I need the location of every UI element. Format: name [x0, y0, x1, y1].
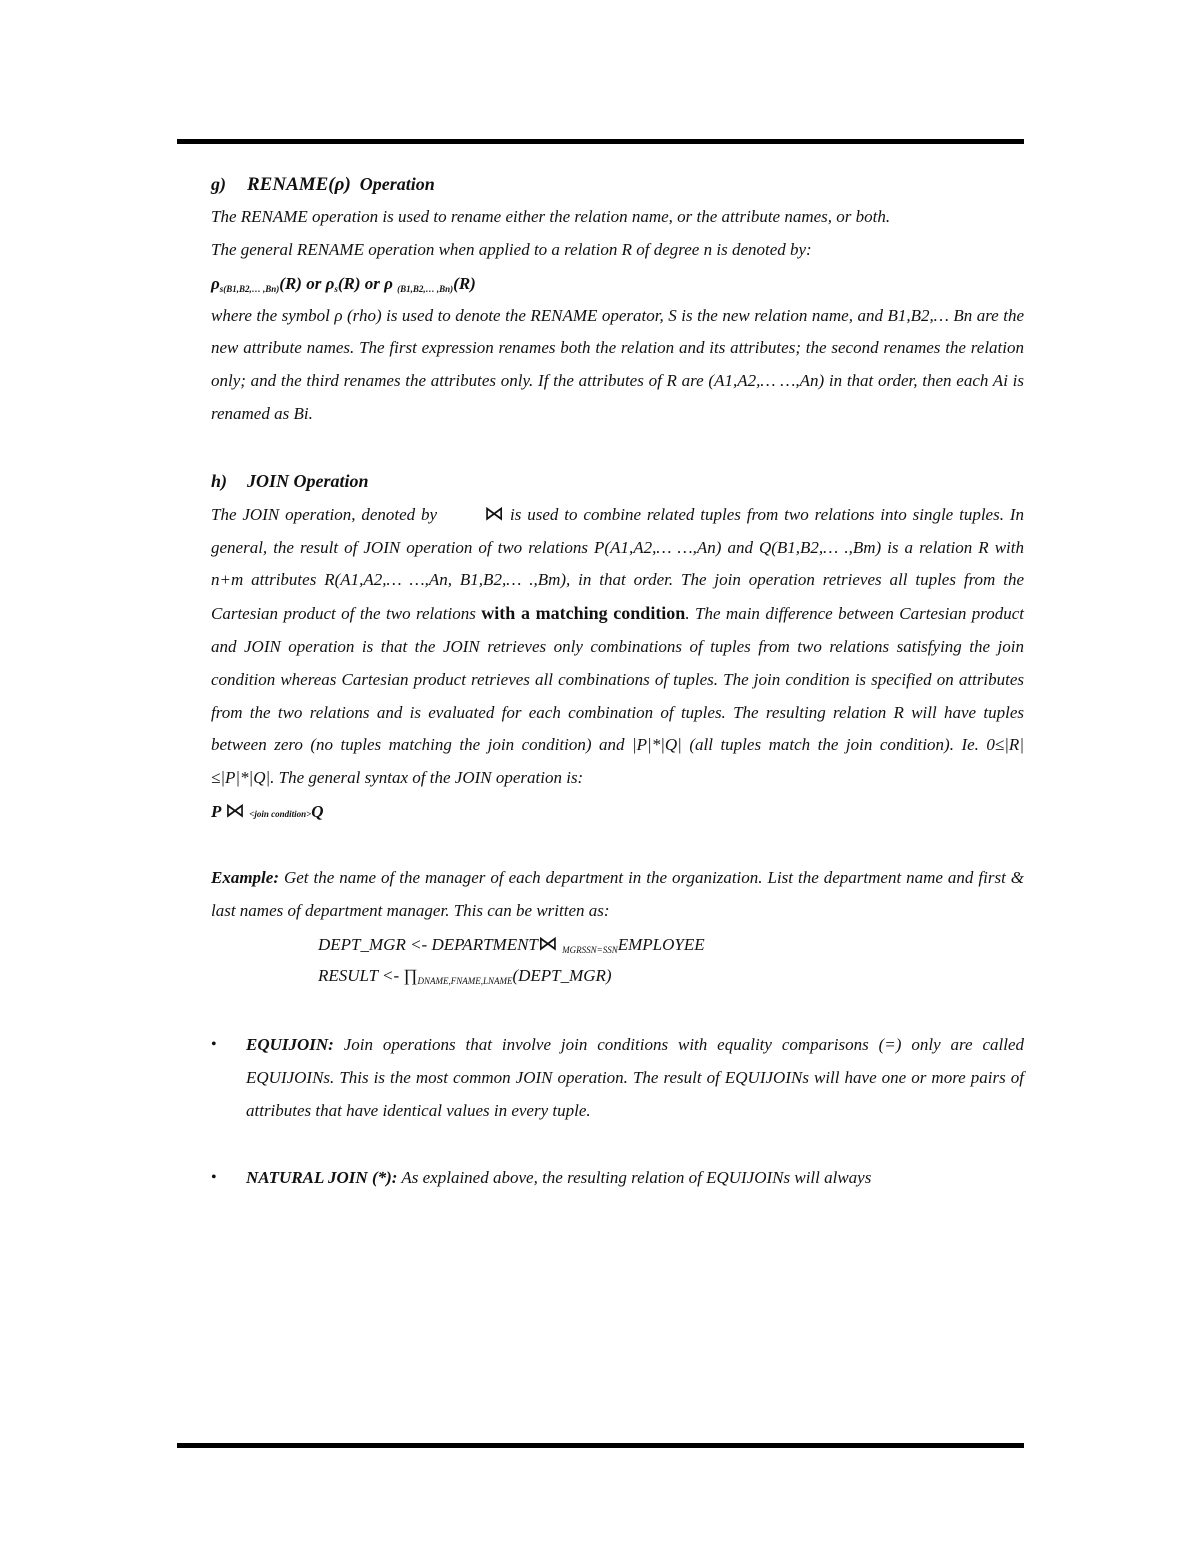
list-item-natural-join: • NATURAL JOIN (*): As explained above, the resulting relation of EQUIJOINs will always — [211, 1162, 1024, 1195]
join-title: JOIN Operation — [247, 470, 369, 491]
example-paragraph: Example: Get the name of the manager of each department in the organization. List the department name and first & last names of department manager. This can be written as: — [211, 867, 1025, 920]
list-item-equijoin: • EQUIJOIN: Join operations that involve join conditions with equality comparisons (=) only are called EQUIJOINs. This is the most common JOIN operation. The result of EQUIJOINs will have one or more pairs of attributes that have identical values in every tuple. — [211, 1029, 1024, 1127]
rename-explanation: where the symbol ρ (rho) is used to denote the RENAME operator, S is the new relation name, and B1,B2,… Bn are the new attribute names. The first expression renames both the relation and its attributes; the second renames the relation only; and the third renames the attributes only. If the attributes of R are (A1,A2,… …,An) in that order, then each Ai is renamed as Bi. — [211, 305, 1024, 423]
bottom-horizontal-rule — [177, 1443, 1024, 1448]
natural-join-term: NATURAL JOIN (*): — [246, 1167, 398, 1187]
rename-paragraph-line2: The general RENAME operation when applied to a relation R of degree n is denoted by: — [211, 239, 812, 259]
rename-heading — [211, 168, 1024, 201]
join-heading — [211, 465, 1024, 498]
equijoin-term: EQUIJOIN: — [246, 1035, 334, 1055]
bullet-icon: • — [211, 1036, 217, 1054]
join-section-label: h) — [211, 470, 228, 491]
example-expression-2: RESULT <- $\prod_{DNAME,FNAME,LNAME}(DEPT\_MGR)$ — [318, 966, 612, 987]
example-expression-1: DEPT_MGR <- DEPARTMENT⋈ $_{MGRSSN=SSN}$EMPLOYEE — [318, 932, 705, 955]
projection-pi-icon: ∏ — [403, 966, 418, 986]
rename-title-suffix: Operation — [359, 174, 435, 194]
bowtie-join-icon: ⋈ — [225, 799, 246, 822]
rename-title: RENAME(ρ) — [247, 174, 351, 195]
bowtie-join-icon: ⋈ — [537, 932, 558, 955]
matching-condition-emphasis: with a matching condition — [481, 603, 686, 624]
join-syntax: P ⋈ <join condition>Q — [211, 799, 324, 822]
join-explanation: The JOIN operation, denoted by ⋈ is used to combine related tuples from two relations into single tuples. In general, the result of JOIN operation of two relations P(A1,A2,… …,An) and Q(B1,B2,… .,Bm) is a relation R with n+m attributes R(A1,A2,… …,An, B1,B2,… .,Bm), in that order. The join operation retrieves all tuples from the Cartesian product of the two relations with a matching condition. The main difference between Cartesian product and JOIN operation is that the JOIN retrieves only combinations of tuples from two relations satisfying the join condition whereas Cartesian product retrieves all combinations of tuples. The join condition is specified on attributes from the two relations and is evaluated for each combination of tuples. The resulting relation R will have tuples between zero (no tuples matching the join condition) and |P|*|Q| (all tuples match the join condition). Ie. 0≤|R|≤|P|*|Q|. The general syntax of the JOIN operation is: — [211, 502, 1024, 788]
rename-section-label: g) — [211, 174, 226, 194]
bullet-icon: • — [211, 1168, 217, 1186]
rename-formula: $\rho_{s(B1,B2,\dots ,Bn)}(R)$ or $\rho_s(R)$ or ρ $_{(B1,B2,\dots ,Bn)}$(R) — [211, 273, 476, 294]
rename-paragraph-line1: The RENAME operation is used to rename either the relation name, or the attribute names, or both. — [211, 207, 891, 226]
example-label: Example: — [211, 867, 279, 887]
bowtie-join-icon: ⋈ — [484, 502, 505, 525]
top-horizontal-rule — [177, 139, 1024, 144]
page-content — [211, 168, 1024, 1194]
